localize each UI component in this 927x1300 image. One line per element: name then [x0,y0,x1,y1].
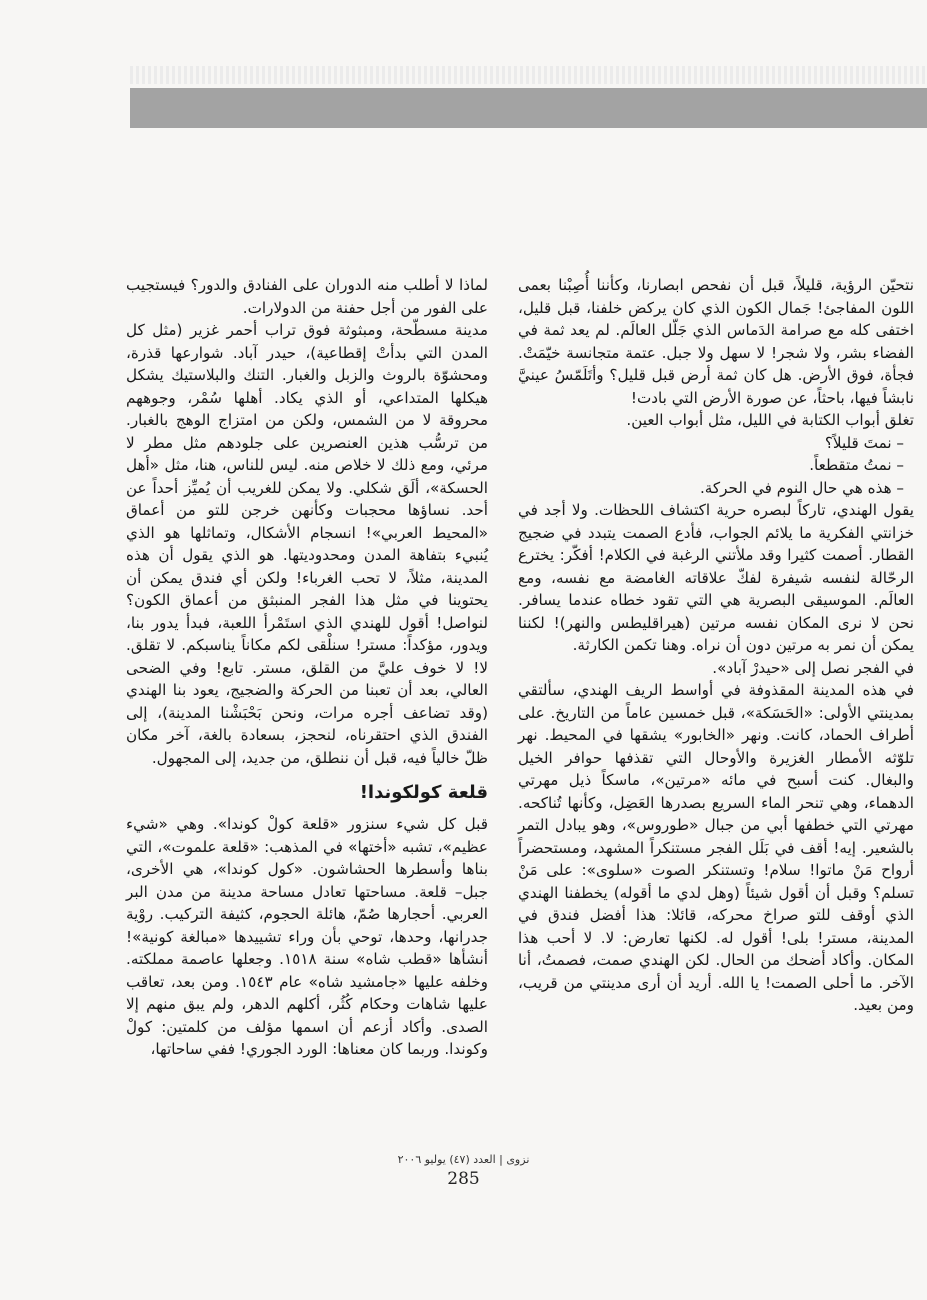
paragraph: في الفجر نصل إلى «حيدرْ آباد». [712,658,914,677]
dialogue-line: – نمتَ قليلاً؟ [824,433,904,452]
paragraph: يقول الهندي، تاركاً لبصره حرية اكتشاف اللحظات. ولا أجد في خزانتي الفكرية ما يلائم الجواب، فأدع الصمت يتبدد في ضجيج القطار. أصمت كثيرا وقد ملأتني الرغبة في الكلام! أفكّر: يخترع الرحّالة لنفسه شيفرة لفكّ علاقاته الغامضة مع نفسه، ومع العالَم. الموسيقى البصرية هي التي تقود خطاه عندما يسافر. نحن لا نرى المكان نفسه مرتين (هيراقليطس والنهر)! لكننا يمكن أن نمر به مرتين دون أن نراه. وهنا تكمن الكارثة. [518,501,914,654]
right-text-column [518,274,914,1017]
page-number: 285 [447,1169,480,1189]
dialogue-line: – نمتُ متقطعاً. [809,456,904,474]
paragraph: لماذا لا أطلب منه الدوران على الفنادق والدور؟ فيستجيب على الفور من أجل حفنة من الدولارات. [126,276,488,317]
paragraph: مدينة مسطّحة، ومبثوثة فوق تراب أحمر غزير (مثل كل المدن التي بدأتْ إقطاعية)، حيدر آباد. شوارعها قذرة، ومحشوّة بالروث والزبل والغبار. التنك والبلاستيك يشكل هيكلها المتداعي، أو الذي يكاد. أهلها سُمْر، وجوههم محروقة لا من الشمس، ولكن من امتزاج الوهج بالغبار. من ترسُّب هذين العنصرين على جلودهم مثل مطر لا مرئي، ومع ذلك لا خلاص منه. ليس للناس، هنا، مثل «أهل الحسكة»، ألَق شكلي. ولا يمكن للغريب أن يُميِّز أحداً عن أحد. نساؤها محجبات وكأنهن خرجن للتو من أعماق «المحيط العربي»! انسجام الأشكال، وتماثلها هو الذي يُنبيء بتفاهة المدن ومحدوديتها. هو الذي يقول أن هذه المدينة، مثلاً، لا تحب الغرباء! ولكن أي فندق يمكن أن يحتوينا في مثل هذا الفجر المنبثق من أعماق الكون؟ لنواصل! أقول للهندي الذي استَمْرأ اللعبة، فبدأ يدور بنا، ويدور، مؤكداً: مستر! سنلْقى لكم مكاناً يناسبكم. لا تقلق. لا! لا خوف عليَّ من القلق، مستر. تابع! وفي الضحى العالي، بعد أن تعبنا من الحركة والضجيج، يعود بنا الهندي (وقد تضاعف أجره مرات، ونحن بَحْبَشْنا المدينة)، إلى الفندق الذي احتقرناه، لنحجز، بسعادة بالغة، آخر مكان ظلّ خالياً فيه، قبل أن ننطلق، من جديد، إلى المجهول. [126,321,488,767]
paragraph: نتحيّن الرؤية، قليلاً، قبل أن نفحص ابصارنا، وكأننا أُصِبْنا بعمى اللون المفاجئ! جَمال الكون الذي كان يركض خلفنا، قبل قليل، اختفى كله مع صرامة الدَماس الذي جَلّل العالَم. لم يعد ثمة في الفضاء بشر، ولا شجر! لا سهل ولا جبل. عتمة متجانسة خيّمَتْ. فجأة، فوق الأرض. هل كان ثمة أرض قبل قليل؟ وأتَلَمّسُ عينيَّ نابشاً فيها، باحثاً، عن صورة الأرض التي بادت! [518,276,914,407]
section-heading: قلعة كولكوندا! [359,782,488,803]
paragraph: في هذه المدينة المقذوفة في أواسط الريف الهندي، سألتقي بمدينتي الأولى: «الحَسَكة»، قبل خمسين عاماً من التاريخ. على أطراف الحماد، كانت. ونهر «الخابور» يشقها في المحيط. نهر تلوّثه الأمطار الغزيرة والأوحال التي تقذفها حوافر الخيل والبغال. كنت أسبح في مائه «مرتين»، ماسكاً ذيل مهرتي الدهماء، وهي تنحر الماء السريع بصدرها العَضِل، وكأنها تُناكحه. مهرتي التي خطفها أبي من جبال «طوروس»، وهو يبادل التمر بالشعير. إيه! أقف في بَلَل الفجر مستنكراً المشهد، ومستحضراً أرواح مَنْ ماتوا! سلام! وتستنكر الصوت «سلوى»: على مَنْ تسلم؟ وقبل أن أقول شيئاً (وهل لدي ما أقوله) يخطفنا الهندي الذي أوقف للتو صراخ محركه، قائلا: هذا أفضل فندق في المدينة، مستر! بلى! أقول له. لكنها تعارض: لا. لا أحب هذا المكان. وأكاد أضحك من الحال. لكن الهندي صمت، فصمتُ، أنا الآخر. ما أحلى الصمت! يا الله. أريد أن أرى مدينتي من قريب، ومن بعيد. [518,681,914,1014]
page-footer [0,1152,927,1190]
paragraph: قبل كل شيء سنزور «قلعة كولْ كوندا». وهي «شيء عظيم»، تشبه «أختها» في المذهب: «قلعة علموت»، التي بناها وأسطرها الحشاشون. «كول كوندا»، هي الأخرى، جبل– قلعة. مساحتها تعادل مساحة مدينة من مدن البر العربي. أحجارها صُمّ، هائلة الحجوم، كثيفة التركيب. روْية جدرانها، وحدها، توحي بأن وراء تشييدها «مبالغة كونية»! أنشأها «قطب شاه» سنة ١٥١٨. وجعلها عاصمة مملكته. وخلفه عليها «جامشيد شاه» عام ١٥٤٣. ومن بعد، تعاقب عليها شاهات وحكام كُثُر، أكلهم الدهر، ولم يبق منهم إلا الصدى. وأكاد أزعم أن اسمها مؤلف من كلمتين: كولْ وكوندا. وربما كان معناها: الورد الجوري! ففي ساحاتها، [126,815,489,1058]
paragraph: تغلق أبواب الكتابة في الليل، مثل أبواب العين. [626,411,914,429]
header-gray-band [130,88,927,128]
header-decorative-strip [130,66,927,84]
dialogue-line: – هذه هي حال النوم في الحركة. [699,478,904,497]
journal-issue-line: نزوى | العدد (٤٧) يوليو ٢٠٠٦ [397,1153,530,1166]
left-text-column [126,274,488,1061]
